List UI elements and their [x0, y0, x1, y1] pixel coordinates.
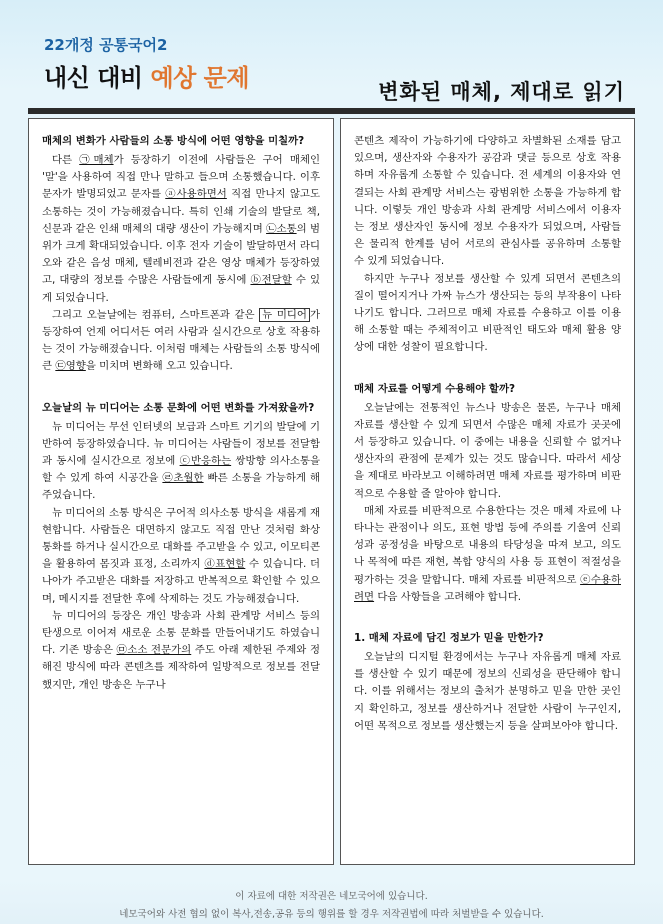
paragraph-3: 뉴 미디어는 무선 인터넷의 보급과 스마트 기기의 발달에 기반하여 등장하였습니다. 뉴 미디어는 사람들이 정보를 전달함과 동시에 실시간으로 정보에 ⓒ반응하는 쌍방향 의사소통을 할 수 있게 하여 시공간을 ㉣초월한 빠른 소통을 가능하게 해 주었습니다.: [42, 420, 320, 502]
paragraph-4: 뉴 미디어의 소통 방식은 구어적 의사소통 방식을 새롭게 재현합니다. 사람들은 대면하지 않고도 직접 만난 것처럼 화상 통화를 하거나 실시간으로 대화를 주고받을 수 있고, 이모티콘을 활용하여 몸짓과 표정, 소리까지 ⓓ표현할 수 있습니다. 더 나아가 주고받은 대화를 저장하고 반복적으로 확인할 수 있으며, 메시지를 전달한 후에 삭제하는 것도 가능해졌습니다.: [42, 506, 320, 605]
copyright-warning: 네모국어와 사전 협의 없이 복사,전송,공유 등의 행위를 할 경우 저작권법에 따라 처벌받을 수 있습니다.: [119, 909, 544, 920]
question-heading-3: 매체 자료를 어떻게 수용해야 할까?: [354, 382, 516, 395]
paragraph-6: 콘텐츠 제작이 가능하기에 다양하고 차별화된 소재를 담고 있으며, 생산자와 수용자가 공감과 댓글 등으로 상호 작용하며 자유롭게 소통할 수 있습니다. 전 세계의 이용자와 연결되는 사회 관계망 서비스는 광범위한 소통을 가능하게 합니다. 이렇듯 개인 방송과 사회 관계망 서비스에서 이용자는 정보 생산자인 동시에 정보 수용자가 되었으며, 사람들은 물리적 한계를 넘어 서로의 관심사를 공유하며 소통할 수 있게 되었습니다.: [354, 135, 621, 268]
topic-title: 변화된 매체, 제대로 읽기: [378, 80, 625, 104]
question-heading-2: 오늘날의 뉴 미디어는 소통 문화에 어떤 변화를 가져왔을까?: [42, 401, 315, 414]
paragraph-8: 오늘날에는 전통적인 뉴스나 방송은 물론, 누구나 매체 자료를 생산할 수 있게 되면서 수많은 매체 자료가 곳곳에서 등장하고 있습니다. 이 중에는 내용을 신뢰할 수 없거나 생산자의 관점에 문제가 있는 것도 많습니다. 따라서 세상을 제대로 바라보고 이해하려면 매체 자료를 평가하며 비판적으로 수용할 줄 알아야 합니다.: [354, 401, 621, 500]
paragraph-10: 오늘날의 디지털 환경에서는 누구나 자유롭게 매체 자료를 생산할 수 있기 때문에 정보의 신뢰성을 판단해야 합니다. 이를 위해서는 정보의 출처가 분명하고 믿을 만한 곳인지 확인하고, 정보를 생산하거나 전달한 사람이 누구인지, 어떤 목적으로 정보를 생산했는지 등을 살펴보아야 합니다.: [354, 651, 621, 732]
paragraph-1: 다른 ㉠매체가 등장하기 이전에 사람들은 구어 매체인 '말'을 사용하여 직접 만나 말하고 들으며 소통했습니다. 이후 문자가 발명되었고 문자를 ⓐ사용하면서 직접 만나지 않고도 소통하는 것이 가능해졌습니다. 특히 인쇄 기술의 발달로 책, 신문과 같은 인쇄 매체의 대량 생산이 가능해지며 ㉡소통의 범위가 크게 확대되었습니다. 이후 전자 기술이 발달하면서 라디오와 같은 음성 매체, 텔레비전과 같은 영상 매체가 등장하였고, 대량의 정보를 수많은 사람들에게 동시에 ⓑ전달할 수 있게 되었습니다.: [42, 154, 320, 304]
paragraph-9: 매체 자료를 비판적으로 수용한다는 것은 매체 자료에 나타나는 관점이나 의도, 표현 방법 등에 주의를 기울여 신뢰성과 공정성을 바탕으로 내용의 타당성을 따져 보고, 의도나 목적에 따른 재현, 복합 양식의 사용 등 표현이 적절성을 평가하는 것을 말합니다. 매체 자료를 비판적으로 ⓔ수용하려면 다음 사항들을 고려해야 합니다.: [354, 504, 621, 603]
paragraph-5: 뉴 미디어의 등장은 개인 방송과 사회 관계망 서비스 등의 탄생으로 이어져 새로운 소통 문화를 만들어내기도 하였습니다. 기존 방송은 ㉤소소 전문가의 주도 아래 제한된 주제와 정해진 방식에 따라 콘텐츠를 제작하여 일방적으로 정보를 전달했지만, 개인 방송은 누구나: [42, 609, 320, 691]
paragraph-7: 하지만 누구나 정보를 생산할 수 있게 되면서 콘텐츠의 질이 떨어지거나 가짜 뉴스가 생산되는 등의 부작용이 나타나기도 합니다. 그러므로 매체 자료를 수용하고 이를 이용해 소통할 때는 주체적이고 비판적인 태도와 매체 활용 양상에 대한 성찰이 필요합니다.: [354, 272, 621, 354]
header-rule: [28, 108, 635, 114]
left-column: [28, 118, 334, 865]
title-accent: 예상 문제: [150, 64, 250, 92]
right-column: [340, 118, 635, 865]
page-title: [44, 58, 249, 93]
paragraph-2: 그리고 오늘날에는 컴퓨터, 스마트폰과 같은 뉴 미디어 가 등장하여 언제 어디서든 여러 사람과 실시간으로 상호 작용하는 것이 가능해졌습니다. 이처럼 매체는 사람들의 소통 방식에 큰 ㉢영향을 미치며 변화해 오고 있습니다.: [42, 308, 320, 373]
copyright-notice: 이 자료에 대한 저작권은 네모국어에 있습니다.: [235, 891, 428, 902]
subject-label: 22개정 공통국어2: [44, 36, 168, 54]
question-heading-4: 1. 매체 자료에 담긴 정보가 믿을 만한가?: [354, 632, 544, 645]
question-heading-1: 매체의 변화가 사람들의 소통 방식에 어떤 영향을 미칠까?: [42, 135, 305, 147]
title-plain: 내신 대비: [44, 64, 151, 92]
boxed-term: 뉴 미디어: [259, 308, 310, 322]
